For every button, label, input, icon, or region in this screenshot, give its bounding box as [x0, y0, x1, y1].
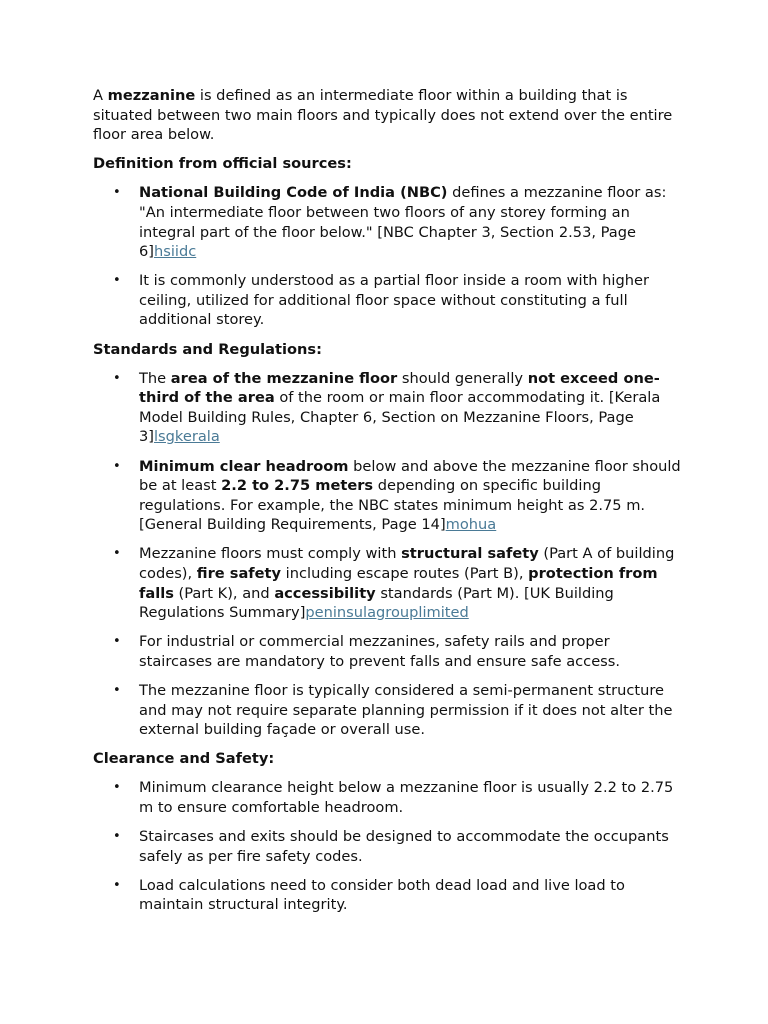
bullet-icon: • — [113, 546, 121, 562]
bullet-icon: • — [113, 185, 121, 201]
list-item — [93, 876, 683, 915]
bullet-icon: • — [113, 634, 121, 650]
emphasis-text: Minimum clear headroom — [139, 457, 349, 475]
list-item-text: Minimum clearance height below a mezzanine floor is usually 2.2 to 2.75 m to ensure comfortable headroom. — [139, 779, 674, 816]
intro-text-rest: is defined as an intermediate floor within a building that is situated between two main floors and typically does not extend over the entire floor area below. — [93, 87, 673, 144]
list-item-text: (Part A of building codes), — [139, 545, 675, 582]
list-item — [93, 369, 683, 447]
list-item — [93, 632, 683, 671]
nbc-name: National Building Code of India (NBC) — [139, 184, 448, 202]
source-link-peninsulagrouplimited[interactable]: peninsulagrouplimited — [305, 604, 469, 622]
bullet-icon: • — [113, 780, 121, 796]
emphasis-text: area of the mezzanine floor — [170, 369, 398, 387]
definition-heading: Definition from official sources: — [93, 155, 352, 173]
emphasis-text: structural safety — [401, 545, 539, 563]
source-link-lsgkerala[interactable]: lsgkerala — [153, 428, 220, 446]
definition-list — [93, 183, 683, 330]
emphasis-text: fire safety — [196, 564, 282, 582]
list-item — [93, 183, 683, 261]
list-item-text: The mezzanine floor is typically considered a semi-permanent structure and may not require separate planning permission if it does not alter the external building façade or overall use. — [139, 681, 673, 739]
list-item-text: Mezzanine floors must comply with — [139, 545, 402, 563]
list-item-text: defines a mezzanine floor as: — [447, 184, 667, 202]
list-item-text: should generally — [397, 369, 528, 387]
list-item — [93, 778, 683, 817]
bullet-icon: • — [113, 370, 121, 386]
list-item-text: standards (Part M). [UK Building Regulations Summary] — [139, 584, 614, 622]
emphasis-text: not exceed one-third of the area — [139, 369, 660, 407]
list-item-text: below and above the mezzanine floor should be at least — [139, 457, 681, 495]
intro-text: A — [93, 87, 108, 104]
source-link-mohua[interactable]: mohua — [445, 516, 497, 534]
list-item — [93, 681, 683, 740]
emphasis-text: accessibility — [274, 584, 376, 602]
list-item — [93, 544, 683, 622]
bullet-icon: • — [113, 829, 121, 844]
list-item — [93, 827, 683, 866]
nbc-quote: "An intermediate floor between two floors of any storey forming an integral part of the floor below." [NBC Chapter 3, Section 2.53, Page 6] — [139, 203, 636, 261]
intro-term: mezzanine — [107, 87, 196, 104]
list-item-text: Load calculations need to consider both dead load and live load to maintain structural integrity. — [139, 876, 625, 914]
list-item-text: It is commonly understood as a partial floor inside a room with higher ceiling, utilized for additional floor space without constituting a full additional storey. — [139, 272, 649, 329]
standards-list — [93, 369, 683, 740]
list-item — [93, 271, 683, 330]
clearance-heading: Clearance and Safety: — [93, 750, 275, 768]
bullet-icon: • — [113, 877, 121, 893]
emphasis-text: protection from falls — [139, 564, 658, 602]
list-item-text: including escape routes (Part B), — [281, 564, 529, 582]
standards-heading: Standards and Regulations: — [93, 340, 322, 358]
bullet-icon: • — [113, 458, 121, 474]
list-item-text: The — [139, 369, 171, 387]
list-item-text: depending on specific building regulations. For example, the NBC states minimum height as 2.75 m. [General Building Requirements, Page 14] — [139, 477, 646, 534]
clearance-list — [93, 778, 683, 915]
list-item-text: (Part K), and — [173, 584, 275, 602]
bullet-icon: • — [113, 273, 121, 289]
list-item — [93, 457, 683, 535]
emphasis-text: 2.2 to 2.75 meters — [221, 477, 374, 495]
list-item-text: of the room or main floor accommodating it. [Kerala Model Building Rules, Chapter 6, Section on Mezzanine Floors, Page 3] — [139, 389, 661, 446]
source-link-hsiidc[interactable]: hsiidc — [153, 243, 197, 261]
intro-paragraph — [93, 86, 683, 145]
document-body — [93, 86, 683, 924]
bullet-icon: • — [113, 682, 121, 698]
list-item-text: For industrial or commercial mezzanines, safety rails and proper staircases are mandatory to prevent falls and ensure safe access. — [139, 633, 621, 670]
list-item-text: Staircases and exits should be designed to accommodate the occupants safely as per fire safety codes. — [139, 828, 669, 865]
